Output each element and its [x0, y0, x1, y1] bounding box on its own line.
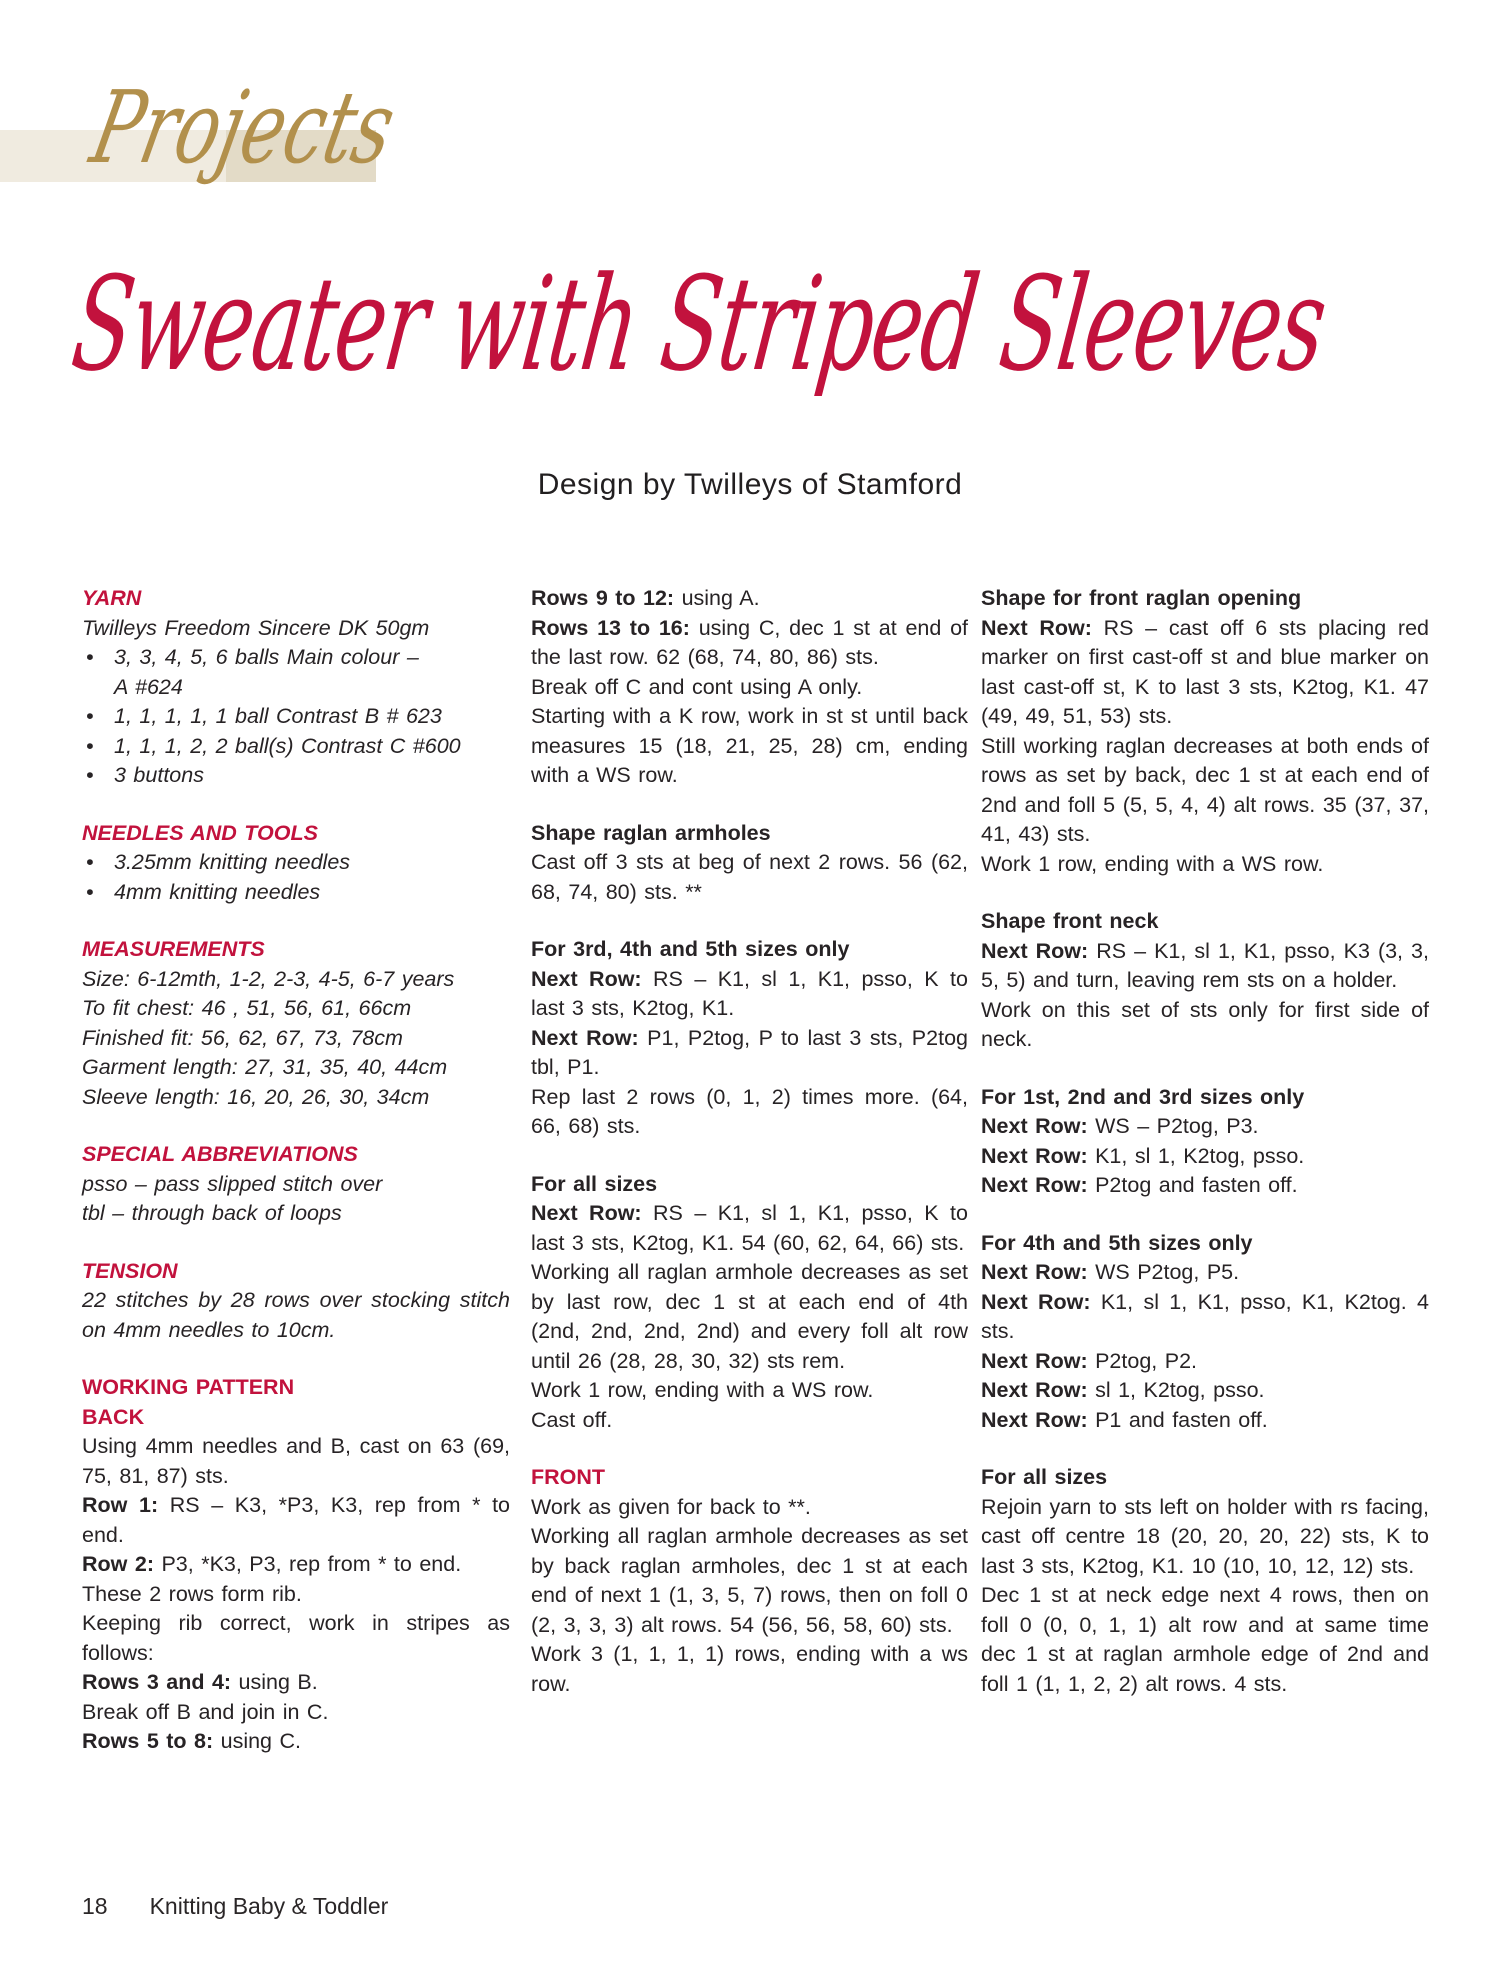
paragraph [531, 1640, 968, 1699]
text-run: 4mm knitting needles [114, 879, 321, 904]
subheading-for-1st-2nd-3rd-sizes [981, 1083, 1429, 1113]
heading-back [82, 1403, 510, 1433]
paragraph [981, 1258, 1429, 1288]
text-run: P1 and fasten off. [1095, 1407, 1268, 1432]
paragraph [82, 614, 510, 644]
text-run: P2tog, P2. [1095, 1348, 1197, 1373]
text-run: 1, 1, 1, 2, 2 ball(s) Contrast C #600 [114, 733, 461, 758]
paragraph [981, 732, 1429, 850]
paragraph [82, 878, 510, 908]
text-run: Work on this set of sts only for first side of neck. [981, 997, 1429, 1051]
subheading-shape-front-raglan-opening [981, 584, 1429, 614]
text-run: Garment length: 27, 31, 35, 40, 44cm [82, 1055, 448, 1079]
text-run: Rep last 2 rows (0, 1, 2) times more. (64, 66, 68) sts. [531, 1084, 968, 1138]
heading-tension [82, 1257, 510, 1287]
paragraph [82, 702, 510, 732]
text-run: P2tog and fasten off. [1095, 1173, 1298, 1197]
text-run: tbl – through back of loops [82, 1201, 342, 1225]
text-run: RS – K1, sl 1, K1, psso, K3 (3, 3, 5, 5) and turn, leaving rem sts on a holder. [981, 938, 1429, 992]
bold-label: Next Row: [531, 1025, 648, 1050]
bold-label: Next Row: [981, 615, 1104, 640]
bold-label: Rows 13 to 16: [531, 615, 699, 640]
paragraph [82, 732, 510, 762]
heading-working-pattern [82, 1373, 510, 1403]
text-run: P1, P2tog, P to last 3 sts, P2tog tbl, P1. [531, 1025, 968, 1079]
text-run: WS – P2tog, P3. [1095, 1114, 1259, 1138]
text-run: For 1st, 2nd and 3rd sizes only [981, 1084, 1305, 1109]
paragraph [82, 1432, 510, 1491]
text-run: P3, *K3, P3, rep from * to end. [161, 1552, 462, 1576]
paragraph [82, 1170, 510, 1200]
paragraph [981, 1376, 1429, 1406]
paragraph [981, 1493, 1429, 1582]
text-run: YARN [82, 586, 142, 610]
paragraph [981, 1406, 1429, 1436]
text-run: Twilleys Freedom Sincere DK 50gm [82, 615, 430, 640]
pattern-column-2 [531, 584, 968, 1757]
bold-label: Next Row: [981, 1114, 1096, 1138]
text-run: These 2 rows form rib. [82, 1581, 302, 1606]
heading-needles-and-tools [82, 819, 510, 849]
bold-label: Next Row: [981, 1173, 1096, 1197]
paragraph [82, 1053, 510, 1083]
bold-label: Next Row: [981, 1407, 1096, 1432]
subheading-shape-raglan-armholes [531, 819, 968, 849]
bold-label: Next Row: [981, 1348, 1096, 1373]
bold-label: Next Row: [531, 966, 654, 991]
text-run: Still working raglan decreases at both ends of rows as set by back, dec 1 st at each end of 2nd and foll 5 (5, 5, 4, 4) alt rows. 35 (37, 37, 41, 43) sts. [981, 733, 1429, 846]
paragraph [531, 1258, 968, 1376]
heading-front [531, 1463, 968, 1493]
subheading-for-3rd-4th-5th-sizes [531, 935, 968, 965]
paragraph [82, 761, 510, 791]
text-run: using A. [681, 586, 760, 610]
text-run: RS – cast off 6 sts placing red marker on first cast-off st and blue marker on last cast-off st, K to last 3 sts, K2tog, K1. 47 (49, 49, 51, 53) sts. [981, 615, 1429, 728]
text-run: Size: 6-12mth, 1-2, 2-3, 4-5, 6-7 years [82, 966, 455, 991]
text-run: Keeping rib correct, work in stripes as follows: [82, 1611, 510, 1665]
text-run: For all sizes [531, 1171, 658, 1196]
paragraph [531, 1024, 968, 1083]
paragraph [82, 1199, 510, 1229]
paragraph [82, 1491, 510, 1550]
paragraph [531, 1083, 968, 1142]
text-run: Work 1 row, ending with a WS row. [981, 851, 1324, 876]
paragraph [531, 584, 968, 614]
text-run: Rejoin yarn to sts left on holder with rs facing, cast off centre 18 (20, 20, 20, 22) sts, K to last 3 sts, K2tog, K1. 10 (10, 10, 12, 12) sts. [981, 1494, 1429, 1578]
text-run: RS – K1, sl 1, K1, psso, K to last 3 sts, K2tog, K1. [531, 966, 968, 1020]
paragraph [531, 1376, 968, 1406]
text-run: 1, 1, 1, 1, 1 ball Contrast B # 623 [114, 704, 442, 728]
text-run: Sleeve length: 16, 20, 26, 30, 34cm [82, 1084, 430, 1109]
text-run: A #624 [114, 674, 183, 699]
paragraph [82, 1668, 510, 1698]
text-run: For 3rd, 4th and 5th sizes only [531, 937, 850, 961]
text-run: K1, sl 1, K1, psso, K1, K2tog. 4 sts. [981, 1289, 1429, 1343]
paragraph [82, 1727, 510, 1757]
subheading-for-4th-5th-sizes [981, 1229, 1429, 1259]
text-run: TENSION [82, 1258, 178, 1283]
text-run: 3, 3, 4, 5, 6 balls Main colour – [114, 645, 419, 669]
pattern-column-1 [82, 584, 510, 1757]
text-run: Work 1 row, ending with a WS row. [531, 1378, 874, 1402]
page-title: Sweater with Striped Sleeves [65, 248, 1334, 400]
text-run: FRONT [531, 1465, 606, 1489]
bold-label: Row 2: [82, 1552, 162, 1576]
paragraph [531, 965, 968, 1024]
text-run: BACK [82, 1404, 145, 1429]
paragraph [981, 614, 1429, 732]
text-run: MEASUREMENTS [82, 937, 265, 961]
text-run: Working all raglan armhole decreases as set by last row, dec 1 st at each end of 4th (2nd, 2nd, 2nd, 2nd) and every foll alt row until 26 (28, 28, 30, 32) sts rem. [531, 1260, 968, 1373]
paragraph [981, 1142, 1429, 1172]
paragraph [82, 673, 510, 703]
paragraph [531, 702, 968, 791]
text-run: Shape raglan armholes [531, 820, 771, 845]
text-run: sl 1, K2tog, psso. [1095, 1378, 1265, 1402]
text-run: To fit chest: 46 , 51, 56, 61, 66cm [82, 996, 412, 1020]
paragraph [82, 994, 510, 1024]
subheading-for-all-sizes-2 [981, 1463, 1429, 1493]
bold-label: Rows 9 to 12: [531, 586, 682, 610]
text-run: Break off C and cont using A only. [531, 674, 863, 699]
subheading-shape-front-neck [981, 907, 1429, 937]
paragraph [531, 848, 968, 907]
paragraph [531, 673, 968, 703]
paragraph [82, 1550, 510, 1580]
bold-label: Rows 5 to 8: [82, 1729, 221, 1753]
paragraph [82, 1083, 510, 1113]
bold-label: Row 1: [82, 1493, 170, 1517]
text-run: NEEDLES AND TOOLS [82, 820, 318, 845]
text-run: 22 stitches by 28 rows over stocking stitch on 4mm needles to 10cm. [82, 1288, 510, 1342]
text-run: 3.25mm knitting needles [114, 850, 351, 874]
paragraph [531, 1406, 968, 1436]
heading-special-abbreviations [82, 1140, 510, 1170]
text-run: RS – K3, *P3, K3, rep from * to end. [82, 1493, 510, 1547]
page-number: 18 [82, 1893, 108, 1919]
text-run: For 4th and 5th sizes only [981, 1230, 1253, 1255]
text-run: Work as given for back to **. [531, 1494, 811, 1519]
paragraph [981, 1347, 1429, 1377]
paragraph [981, 1171, 1429, 1201]
text-run: psso – pass slipped stitch over [82, 1171, 383, 1196]
text-run: RS – K1, sl 1, K1, psso, K to last 3 sts, K2tog, K1. 54 (60, 62, 64, 66) sts. [531, 1201, 968, 1255]
bold-label: Next Row: [981, 1378, 1096, 1402]
bold-label: Next Row: [981, 938, 1097, 963]
text-run: WS P2tog, P5. [1095, 1260, 1240, 1284]
paragraph [981, 1288, 1429, 1347]
paragraph [82, 1698, 510, 1728]
paragraph [82, 643, 510, 673]
paragraph [82, 1286, 510, 1345]
text-run: WORKING PATTERN [82, 1375, 295, 1399]
paragraph [981, 1581, 1429, 1699]
paragraph [531, 1199, 968, 1258]
paragraph [531, 1493, 968, 1523]
heading-measurements [82, 935, 510, 965]
paragraph [981, 850, 1429, 880]
pattern-column-3 [981, 584, 1429, 1757]
page-footer [82, 1893, 388, 1920]
text-run: using C, dec 1 st at end of the last row. 62 (68, 74, 80, 86) sts. [531, 615, 969, 669]
text-run: K1, sl 1, K2tog, psso. [1095, 1143, 1305, 1168]
paragraph [82, 848, 510, 878]
text-run: using C. [220, 1729, 301, 1753]
text-run: For all sizes [981, 1465, 1108, 1489]
paragraph [82, 965, 510, 995]
paragraph [82, 1580, 510, 1610]
text-run: Cast off 3 sts at beg of next 2 rows. 56 (62, 68, 74, 80) sts. ** [531, 850, 968, 904]
subheading-for-all-sizes [531, 1170, 968, 1200]
design-credit: Design by Twilleys of Stamford [537, 468, 963, 501]
text-run: Break off B and join in C. [82, 1699, 329, 1724]
paragraph [82, 1609, 510, 1668]
text-run: Shape front neck [981, 909, 1159, 933]
pattern-columns [82, 584, 1429, 1757]
paragraph [531, 614, 968, 673]
book-title: Knitting Baby & Toddler [149, 1893, 389, 1919]
text-run: Finished fit: 56, 62, 67, 73, 78cm [82, 1025, 403, 1050]
paragraph [981, 996, 1429, 1055]
text-run: Shape for front raglan opening [981, 586, 1302, 610]
paragraph [82, 1024, 510, 1054]
section-eyebrow-projects: Projects [82, 69, 405, 186]
text-run: 3 buttons [114, 763, 204, 787]
text-run: Starting with a K row, work in st st until back measures 15 (18, 21, 25, 28) cm, ending with a WS row. [531, 704, 968, 787]
paragraph [981, 1112, 1429, 1142]
text-run: using B. [238, 1670, 318, 1694]
heading-yarn [82, 584, 510, 614]
text-run: SPECIAL ABBREVIATIONS [82, 1142, 358, 1166]
paragraph [981, 937, 1429, 996]
text-run: Work 3 (1, 1, 1, 1) rows, ending with a ws row. [531, 1642, 968, 1696]
bold-label: Next Row: [981, 1289, 1101, 1314]
text-run: Cast off. [531, 1407, 613, 1432]
bold-label: Next Row: [531, 1201, 654, 1225]
text-run: Dec 1 st at neck edge next 4 rows, then on foll 0 (0, 0, 1, 1) alt row and at same time dec 1 st at raglan armhole edge of 2nd and foll 1 (1, 1, 2, 2) alt rows. 4 sts. [981, 1583, 1429, 1696]
text-run: Working all raglan armhole decreases as set by back raglan armholes, dec 1 st at each end of next 1 (1, 3, 5, 7) rows, then on foll 0 (2, 3, 3, 3) alt rows. 54 (56, 56, 58, 60) sts. [531, 1524, 968, 1637]
bold-label: Rows 3 and 4: [82, 1670, 239, 1694]
bold-label: Next Row: [981, 1260, 1096, 1284]
text-run: Using 4mm needles and B, cast on 63 (69, 75, 81, 87) sts. [82, 1434, 510, 1488]
paragraph [531, 1522, 968, 1640]
bold-label: Next Row: [981, 1143, 1096, 1168]
